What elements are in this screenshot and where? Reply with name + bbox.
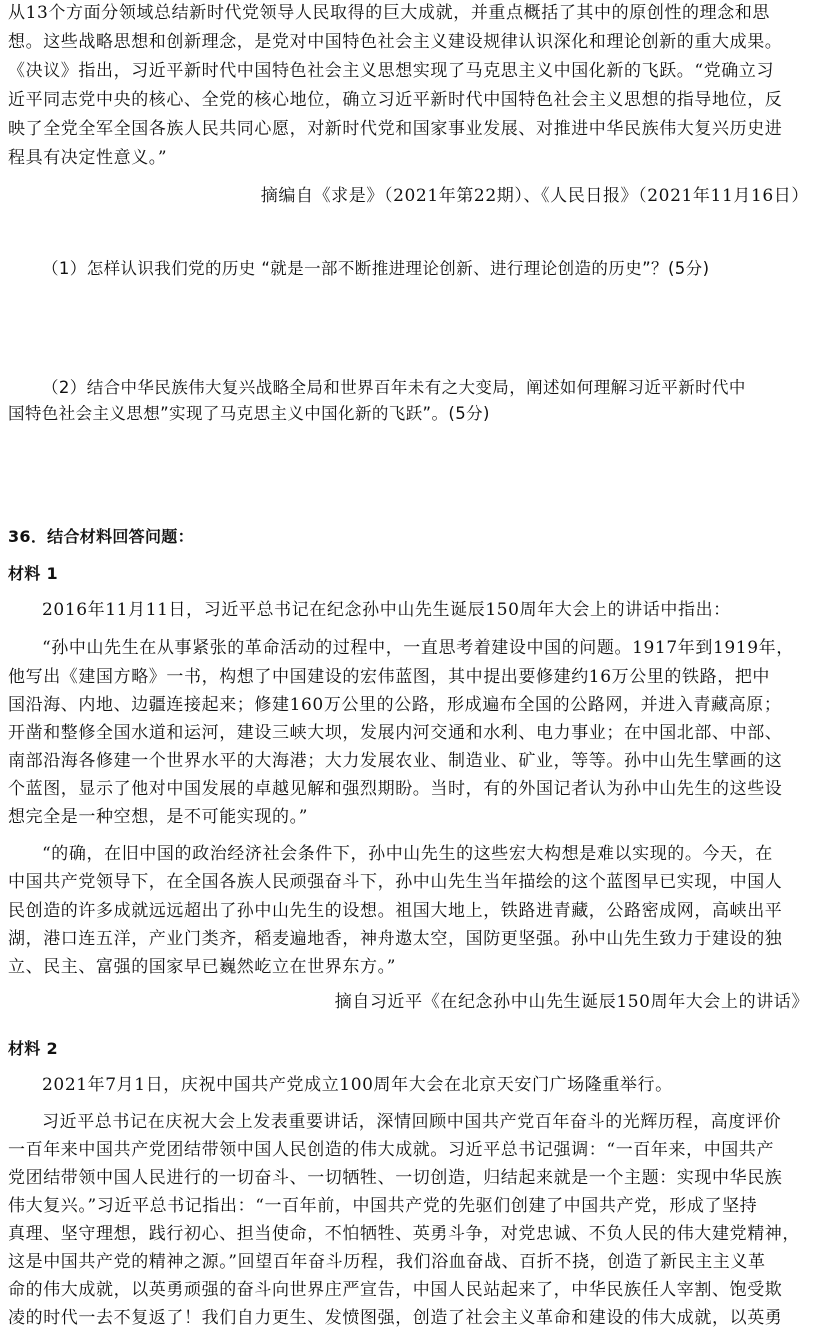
material-2-para-line: 这是中国共产党的精神之源。”回望百年奋斗历程，我们浴血奋战、百折不挠，创造了新民主主义革 — [8, 1252, 766, 1272]
question-1: （1）怎样认识我们党的历史 “就是一部不断推进理论创新、进行理论创造的历史”？(5分) — [42, 259, 710, 278]
material-1-para1-line: 国沿海、内地、边疆连接起来；修建160万公里的公路，形成遍布全国的公路网，并进入青藏高原； — [8, 695, 782, 715]
material-2-intro: 2021年7月1日，庆祝中国共产党成立100周年大会在北京天安门广场隆重举行。 — [42, 1075, 673, 1095]
material-2-para-line: 伟大复兴。”习近平总书记指出：“一百年前，中国共产党的先驱们创建了中国共产党，形成了坚持 — [8, 1196, 758, 1216]
top-paragraph-line: 映了全党全军全国各族人民共同心愿，对新时代党和国家事业发展、对推进中华民族伟大复兴历史进 — [8, 119, 783, 139]
top-paragraph-line: 程具有决定性意义。” — [8, 148, 168, 168]
material-2-para-line: 党团结带领中国人民进行的一切奋斗、一切牺牲、一切创造，归结起来就是一个主题：实现中华民族 — [8, 1168, 783, 1188]
material-1-para1-line: 开凿和整修全国水道和运河，建设三峡大坝，发展内河交通和水利、电力事业；在中国北部、中部、 — [8, 723, 783, 743]
material-1-source: 摘自习近平《在纪念孙中山先生诞辰150周年大会上的讲话》 — [334, 992, 809, 1012]
top-paragraph-line: 从13个方面分领域总结新时代党领导人民取得的巨大成就，并重点概括了其中的原创性的理念和思 — [8, 3, 771, 23]
material-1-para1-line: 想完全是一种空想，是不可能实现的。” — [8, 807, 308, 827]
material-1-label: 材料 1 — [8, 564, 58, 583]
material-2-label: 材料 2 — [8, 1039, 58, 1058]
material-1-para2-line: 湖，港口连五洋，产业门类齐，稻麦遍地香，神舟遨太空，国防更坚强。孙中山先生致力于建设的独 — [8, 929, 783, 949]
material-1-para1-line: “孙中山先生在从事紧张的革命活动的过程中，一直思考着建设中国的问题。1917年到1919年， — [42, 638, 794, 658]
section-title: 36．结合材料回答问题： — [8, 527, 194, 546]
material-2-para-line: 凌的时代一去不复返了！我们自力更生、发愤图强，创造了社会主义革命和建设的伟大成就，以英勇 — [8, 1308, 783, 1328]
question-2-line: （2）结合中华民族伟大复兴战略全局和世界百年未有之大变局，阐述如何理解习近平新时代中 — [42, 378, 746, 397]
material-1-para2-line: 立、民主、富强的国家早已巍然屹立在世界东方。” — [8, 957, 396, 977]
material-2-para-line: 真理、坚守理想，践行初心、担当使命，不怕牺牲、英勇斗争，对党忠诚、不负人民的伟大建党精神， — [8, 1224, 800, 1244]
material-2-para-line: 习近平总书记在庆祝大会上发表重要讲话，深情回顾中国共产党百年奋斗的光辉历程，高度评价 — [42, 1112, 782, 1132]
material-1-intro: 2016年11月11日，习近平总书记在纪念孙中山先生诞辰150周年大会上的讲话中指出： — [42, 600, 731, 620]
top-paragraph-line: 想。这些战略思想和创新理念，是党对中国特色社会主义建设规律认识深化和理论创新的重大成果。 — [8, 32, 783, 52]
material-1-para1-line: 他写出《建国方略》一书，构想了中国建设的宏伟蓝图，其中提出要修建约16万公里的铁路，把中 — [8, 667, 771, 687]
material-1-para1-line: 南部沿海各修建一个世界水平的大海港；大力发展农业、制造业、矿业，等等。孙中山先生擘画的这 — [8, 751, 783, 771]
question-2-line: 国特色社会主义思想”实现了马克思主义中国化新的飞跃”。(5分) — [8, 404, 490, 423]
material-1-para1-line: 个蓝图，显示了他对中国发展的卓越见解和强烈期盼。当时，有的外国记者认为孙中山先生的这些设 — [8, 779, 783, 799]
top-paragraph-line: 近平同志党中央的核心、全党的核心地位，确立习近平新时代中国特色社会主义思想的指导地位，反 — [8, 90, 783, 110]
top-paragraph-line: 《决议》指出，习近平新时代中国特色社会主义思想实现了马克思主义中国化新的飞跃。“党确立习 — [8, 61, 775, 81]
material-2-para-line: 命的伟大成就，以英勇顽强的奋斗向世界庄严宣告，中国人民站起来了，中华民族任人宰割、饱受欺 — [8, 1280, 783, 1300]
top-source-citation: 摘编自《求是》（2021年第22期）、《人民日报》（2021年11月16日） — [260, 186, 809, 206]
material-1-para2-line: “的确，在旧中国的政治经济社会条件下，孙中山先生的这些宏大构想是难以实现的。今天，在 — [42, 844, 773, 864]
material-1-para2-line: 中国共产党领导下，在全国各族人民顽强奋斗下，孙中山先生当年描绘的这个蓝图早已实现，中国人 — [8, 872, 783, 892]
material-2-para-line: 一百年来中国共产党团结带领中国人民创造的伟大成就。习近平总书记强调：“一百年来，中国共产 — [8, 1140, 775, 1160]
material-1-para2-line: 民创造的许多成就远远超出了孙中山先生的设想。祖国大地上，铁路进青藏，公路密成网，高峡出平 — [8, 901, 783, 921]
